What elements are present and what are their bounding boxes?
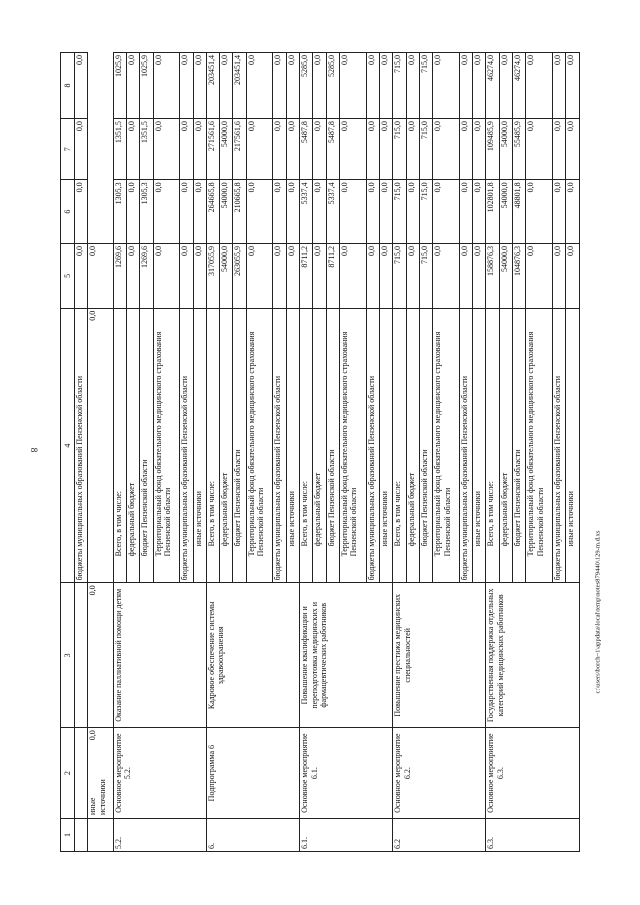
row-program-name: Основное мероприятие 6.1.	[300, 728, 393, 819]
page-number: 8	[29, 447, 39, 453]
funding-source: федеральный бюджет	[499, 308, 512, 583]
value-year-4: 0,0	[406, 53, 419, 119]
value-year-3: 55485,9	[513, 119, 526, 180]
funding-source: иные источники	[193, 308, 206, 583]
value-year-3: 5487,8	[326, 119, 339, 180]
row-number: 6.	[206, 819, 299, 852]
value-year-1: 0,0	[553, 243, 566, 308]
value-year-3: 54000,0	[220, 119, 233, 180]
value-year-4: 0,0	[286, 53, 299, 119]
value-year-3: 271561,6	[206, 119, 219, 180]
table-row	[300, 53, 313, 852]
funding-source: иные источники	[379, 308, 392, 583]
value-year-2: 0,0	[366, 180, 379, 244]
value-year-1: 0,0	[473, 243, 486, 308]
header-cell-1: 1	[61, 819, 75, 852]
funding-source: иные источники	[473, 308, 486, 583]
value-year-4: 0,0	[180, 53, 193, 119]
row-cell-c3	[74, 583, 87, 728]
value-year-3: 715,0	[419, 119, 432, 180]
funding-source: Всего, в том числе:	[113, 308, 126, 583]
funding-source: бюджет Пензенской области	[326, 308, 339, 583]
value-year-2: 715,0	[419, 180, 432, 244]
value-year-2: 0,0	[526, 180, 553, 244]
value-year-1: 104876,3	[513, 243, 526, 308]
value-year-3: 0,0	[366, 119, 379, 180]
value-year-1: 0,0	[153, 243, 180, 308]
value-year-4: 46274,0	[513, 53, 526, 119]
value-year-2: 0,0	[406, 180, 419, 244]
funding-source: бюджет Пензенской области	[140, 308, 153, 583]
value-year-1: 8711,2	[326, 243, 339, 308]
value-year-1: 715,0	[419, 243, 432, 308]
value-year-4: 715,0	[419, 53, 432, 119]
value-year-4: 46274,0	[486, 53, 499, 119]
row-cell-c1	[74, 819, 87, 852]
rotated-table-container	[60, 52, 580, 852]
header-cell-8: 8	[61, 53, 75, 119]
value-year-2: 0,0	[273, 180, 286, 244]
value-year-3: 0,0	[379, 119, 392, 180]
value-year-2: 0,0	[153, 180, 180, 244]
value-year-1: 0,0	[180, 243, 193, 308]
funding-source: Всего, в том числе:	[486, 308, 499, 583]
row-number: 6.1.	[300, 819, 393, 852]
funding-source: федеральный бюджет	[126, 308, 139, 583]
value-year-2: 0,0	[74, 180, 87, 244]
value-year-2: 264665,8	[206, 180, 219, 244]
value-year-4: 715,0	[393, 53, 406, 119]
value-year-2: 0,0	[459, 180, 472, 244]
row-cell-c2	[74, 728, 87, 819]
value-year-1: 0,0	[379, 243, 392, 308]
value-year-2: 0,0	[126, 180, 139, 244]
value-year-4: 0,0	[74, 53, 87, 119]
value-year-4: 0,0	[459, 53, 472, 119]
value-year-4: 5285,0	[326, 53, 339, 119]
table-row	[88, 53, 113, 852]
table-row	[486, 53, 499, 852]
funding-source: федеральный бюджет	[313, 308, 326, 583]
value-year-1: 1269,6	[113, 243, 126, 308]
value-year-3: 1351,5	[140, 119, 153, 180]
value-year-1: 0,0	[313, 243, 326, 308]
row-description: Повышение квалификации и переподготовка медицинских и фармацевтических работников	[300, 583, 393, 728]
value-year-1: 0,0	[366, 243, 379, 308]
value-year-3: 5487,8	[300, 119, 313, 180]
funding-source: Территориальный фонд обязательного медицинского страхования Пензенской области	[339, 308, 366, 583]
value-year-1: 263055,9	[233, 243, 246, 308]
row-program-name: Подпрограмма 6	[206, 728, 299, 819]
value-year-2: 1305,3	[113, 180, 126, 244]
value-year-3: 0,0	[553, 119, 566, 180]
funding-source: федеральный бюджет	[220, 308, 233, 583]
value-year-2: 5337,4	[326, 180, 339, 244]
value-year-4: 0,0	[433, 53, 460, 119]
value-year-2: 1305,3	[140, 180, 153, 244]
value-year-3: 0,0	[406, 119, 419, 180]
table-row	[113, 53, 126, 852]
funding-source: бюджеты муниципальных образований Пензенской области	[273, 308, 286, 583]
value-year-4: 0,0	[246, 53, 273, 119]
funding-source: Всего, в том числе:	[206, 308, 219, 583]
row-number: 5.2.	[113, 819, 206, 852]
value-year-1: 0,0	[193, 243, 206, 308]
funding-source: федеральный бюджет	[406, 308, 419, 583]
table-row	[74, 53, 87, 852]
funding-source: бюджеты муниципальных образований Пензенской области	[180, 308, 193, 583]
funding-source: Территориальный фонд обязательного медицинского страхования Пензенской области	[153, 308, 180, 583]
value-year-2: 0,0	[339, 180, 366, 244]
value-year-3: 0,0	[88, 308, 113, 583]
value-year-4: 1025,9	[140, 53, 153, 119]
header-cell-4: 4	[61, 308, 75, 583]
funding-source: бюджеты муниципальных образований Пензенской области	[553, 308, 566, 583]
value-year-2: 54000,0	[220, 180, 233, 244]
value-year-4: 0,0	[193, 53, 206, 119]
funding-source: бюджет Пензенской области	[419, 308, 432, 583]
value-year-1: 0,0	[406, 243, 419, 308]
value-year-2: 0,0	[313, 180, 326, 244]
funding-source: бюджеты муниципальных образований Пензенской области	[366, 308, 379, 583]
value-year-1: 0,0	[88, 728, 113, 819]
row-program-name: Основное мероприятие 6.3.	[486, 728, 580, 819]
value-year-2: 0,0	[433, 180, 460, 244]
funding-source: Всего, в том числе:	[393, 308, 406, 583]
value-year-4: 0,0	[366, 53, 379, 119]
value-year-1: 0,0	[273, 243, 286, 308]
row-description: Повышение престижа медицинских специальностей	[393, 583, 486, 728]
value-year-2: 0,0	[473, 180, 486, 244]
value-year-3: 0,0	[273, 119, 286, 180]
value-year-2: 0,0	[193, 180, 206, 244]
value-year-4: 5285,0	[300, 53, 313, 119]
value-year-4: 0,0	[339, 53, 366, 119]
value-year-4: 0,0	[526, 53, 553, 119]
value-year-3: 0,0	[473, 119, 486, 180]
value-year-3: 0,0	[126, 119, 139, 180]
value-year-3: 0,0	[339, 119, 366, 180]
value-year-1: 0,0	[126, 243, 139, 308]
value-year-3: 0,0	[459, 119, 472, 180]
footer-file-path: c:\users\borch~1\appdata\local\temp\notes879440\129-m.d.xs	[594, 530, 602, 694]
header-cell-5: 5	[61, 243, 75, 308]
row-program-name: Основное мероприятие 5.2.	[113, 728, 206, 819]
funding-source: Территориальный фонд обязательного медицинского страхования Пензенской области	[246, 308, 273, 583]
value-year-2: 715,0	[393, 180, 406, 244]
value-year-2: 0,0	[180, 180, 193, 244]
value-year-4: 0,0	[153, 53, 180, 119]
value-year-2: 0,0	[566, 180, 580, 244]
funding-source: бюджет Пензенской области	[233, 308, 246, 583]
value-year-4: 0,0	[473, 53, 486, 119]
value-year-3: 0,0	[74, 119, 87, 180]
value-year-1: 1269,6	[140, 243, 153, 308]
value-year-1: 54000,0	[499, 243, 512, 308]
value-year-2: 48801,8	[513, 180, 526, 244]
value-year-4: 0,0	[379, 53, 392, 119]
value-year-3: 715,0	[393, 119, 406, 180]
value-year-1: 715,0	[393, 243, 406, 308]
value-year-3: 0,0	[180, 119, 193, 180]
value-year-2: 5337,4	[300, 180, 313, 244]
value-year-3: 0,0	[566, 119, 580, 180]
value-year-4: 0,0	[553, 53, 566, 119]
funding-source: иные источники	[286, 308, 299, 583]
value-year-1: 0,0	[286, 243, 299, 308]
value-year-1: 54000,0	[220, 243, 233, 308]
value-year-1: 0,0	[433, 243, 460, 308]
funding-source: бюджеты муниципальных образований Пензенской области	[74, 308, 87, 583]
value-year-3: 0,0	[153, 119, 180, 180]
value-year-2: 210665,8	[233, 180, 246, 244]
value-year-4: 0,0	[499, 53, 512, 119]
program-funding-table	[60, 52, 580, 852]
value-year-3: 217561,6	[233, 119, 246, 180]
value-year-2: 102801,8	[486, 180, 499, 244]
table-row	[206, 53, 219, 852]
value-year-2: 0,0	[88, 583, 113, 728]
value-year-1: 0,0	[566, 243, 580, 308]
funding-source: бюджет Пензенской области	[513, 308, 526, 583]
funding-source: Территориальный фонд обязательного медицинского страхования Пензенской области	[526, 308, 553, 583]
value-year-1: 8711,2	[300, 243, 313, 308]
table-header-row	[61, 53, 75, 852]
row-description: Государственная поддержка отдельных категорий медицинских работников	[486, 583, 580, 728]
value-year-1: 317055,9	[206, 243, 219, 308]
row-number: 6.2	[393, 819, 486, 852]
value-year-4: 0,0	[566, 53, 580, 119]
funding-source: Всего, в том числе:	[300, 308, 313, 583]
value-year-3: 0,0	[313, 119, 326, 180]
value-year-4: 0,0	[126, 53, 139, 119]
value-year-4: 203451,4	[233, 53, 246, 119]
value-year-1: 158876,3	[486, 243, 499, 308]
value-year-2: 0,0	[286, 180, 299, 244]
value-year-4: 0,0	[220, 53, 233, 119]
value-year-3: 0,0	[433, 119, 460, 180]
funding-source: бюджеты муниципальных образований Пензенской области	[459, 308, 472, 583]
funding-source: иные источники	[88, 819, 113, 852]
row-number: 6.3.	[486, 819, 580, 852]
header-cell-3: 3	[61, 583, 75, 728]
funding-source: Территориальный фонд обязательного медицинского страхования Пензенской области	[433, 308, 460, 583]
value-year-2: 0,0	[553, 180, 566, 244]
value-year-3: 0,0	[286, 119, 299, 180]
table-body	[61, 53, 580, 852]
value-year-3: 0,0	[246, 119, 273, 180]
value-year-3: 0,0	[193, 119, 206, 180]
value-year-3: 54000,0	[499, 119, 512, 180]
header-cell-7: 7	[61, 119, 75, 180]
value-year-3: 1351,5	[113, 119, 126, 180]
value-year-1: 0,0	[459, 243, 472, 308]
value-year-3: 0,0	[526, 119, 553, 180]
value-year-4: 0,0	[88, 243, 113, 308]
value-year-1: 0,0	[74, 243, 87, 308]
row-description: Оказание паллиативной помощи детям	[113, 583, 206, 728]
value-year-1: 0,0	[246, 243, 273, 308]
value-year-4: 0,0	[273, 53, 286, 119]
value-year-2: 0,0	[379, 180, 392, 244]
value-year-3: 109485,9	[486, 119, 499, 180]
value-year-4: 1025,9	[113, 53, 126, 119]
row-description: Кадровое обеспечение системы здравоохранения	[206, 583, 299, 728]
value-year-1: 0,0	[526, 243, 553, 308]
value-year-2: 54000,0	[499, 180, 512, 244]
value-year-1: 0,0	[339, 243, 366, 308]
value-year-4: 0,0	[313, 53, 326, 119]
header-cell-2: 2	[61, 728, 75, 819]
row-program-name: Основное мероприятие 6.2.	[393, 728, 486, 819]
value-year-4: 203451,4	[206, 53, 219, 119]
value-year-2: 0,0	[246, 180, 273, 244]
funding-source: иные источники	[566, 308, 580, 583]
header-cell-6: 6	[61, 180, 75, 244]
table-row	[393, 53, 406, 852]
